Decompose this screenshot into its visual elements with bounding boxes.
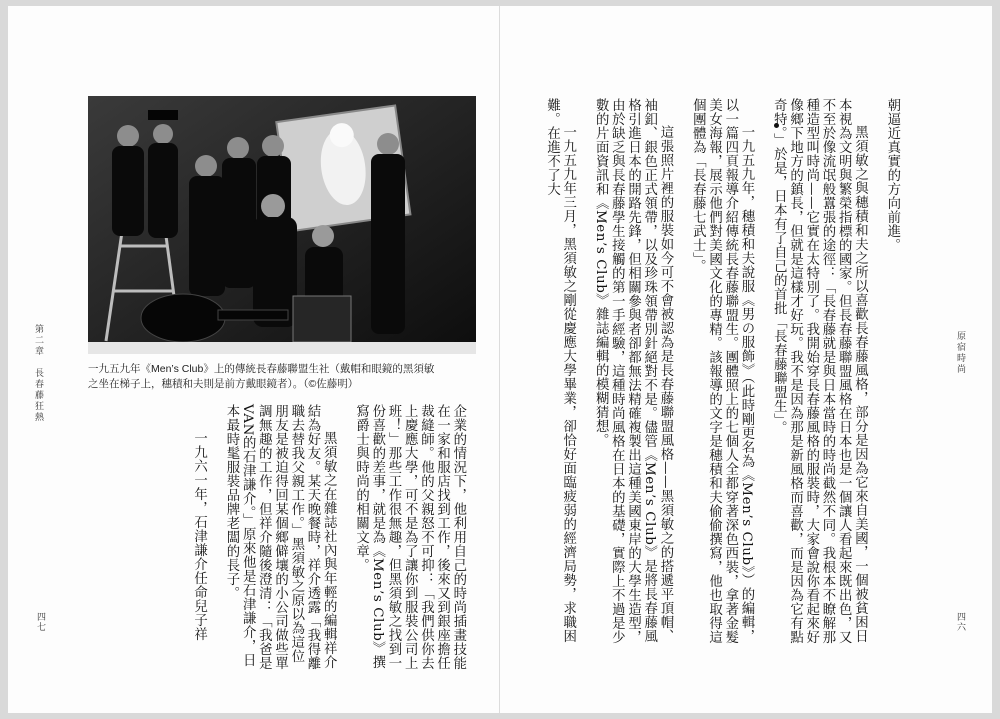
right-page-body: [544, 98, 916, 648]
left-paragraph-2: 黑須敏之在雜誌社內與年輕的編輯祥介結為好友。某天晚餐時，祥介透露「我得離職去替我父親工作。」黑須敏之原以為這位朋友是被迫得回某個鄉僻壤的小公司做些單調無趣的工作，但祥介隨後澄清：「我爸是VAN的石津謙介。」原來他是石津謙介，日本最時髦服裝品牌老闆的長子。: [223, 404, 337, 670]
left-folio: 四七: [35, 612, 45, 632]
left-paragraph-1: 企業的情況下，他利用自己的時尚插畫技能在一家和服店找到工作，後來又到銀座擔任裁縫師。他的父親怒不可抑：「我們供你去上慶應大學，可不是為了讓你到服裝公司上班！」那些工作很無趣，但黑須敏之找到一份喜歡的差事，就是為《Men’s Club》撰寫爵士與時尚的相關文章。: [353, 404, 466, 670]
right-folio: 四六: [955, 612, 965, 632]
right-paragraph-1: 朝逼近真實的方向前進。: [884, 98, 900, 252]
caption-line-1: 一九五九年《Men’s Club》上的傳統長春藤聯盟生社（戴帽和眼鏡的黑須敏: [88, 363, 435, 375]
left-page-body: [90, 404, 482, 674]
right-paragraph-2: 黑須敏之與穗積和夫之所以喜歡長春藤風格，部分是因為它來自美國，一個被貧困日本視為文明與繁榮指標的國家。但長春藤聯盟風格在日本也是一個讓人看起來既出色，又不至於像流氓般囂張的途徑：「長春藤就是與日本當時的時尚截然不同。我根本不瞭解那種造型叫時尚——它實在太特別了。我開始穿長春藤風格的服裝時，大家會說你看起來好像鄉下地方的鎮長，但就是這樣才好玩。我不是因為那是新風格而喜歡，而是因為它有點奇特。」於是，日本有了自己的首批「長春藤聯盟生」。: [771, 98, 868, 644]
group-photo-image: [88, 96, 476, 354]
left-running-head: 第二章 長春藤狂熱: [33, 324, 43, 423]
caption-line-2: 之坐在梯子上，穗積和夫則是前方戴眼鏡者）。（©佐藤明）: [88, 378, 359, 390]
left-paragraph-3: 一九六一年，石津謙介任命兒子祥: [191, 430, 207, 641]
group-photo: [88, 96, 476, 354]
right-paragraph-4: 這張照片裡的服裝如今可不會被認為是長春藤聯盟風格——黑須敏之的搭遞平頂帽、袖釦、銀色正式領帶，以及珍珠領帶別針絕對不是。儘管《Men’s Club》是將長春藤風格引進日本的開路先鋒，但相關參與者卻都無法精確複製出這種美國東岸的大學生造型，由於缺乏與長春藤學生接觸的第一手經驗，這種時尚風格在日本的基礎，實際上不過是少數的片面資訊和《Men’s Club》雜誌編輯的模糊猜想。: [593, 98, 673, 644]
book-spread: [8, 6, 992, 713]
right-running-head: 原宿時尚: [955, 331, 965, 375]
right-paragraph-3: 一九五九年，穗積和夫說服《男の服飾》（此時剛更名為《Men’s Club》）的編輯，以一篇四頁報導介紹傳統長春藤聯盟生。團體照上的七個人全都穿著深色西裝，拿著金髮美女海報，展示他們對美國文化的專精。該報導的文字是穗積和夫偷偷撰寫，他也取得這個團體為「長春藤七武士」。: [690, 98, 754, 644]
photo-caption: [88, 362, 488, 392]
book-gutter: [499, 6, 500, 713]
right-paragraph-5: 一九五九年三月，黑須敏之剛從慶應大學畢業，卻恰好面臨疲弱的經濟局勢，求職困難。在進不了大: [544, 98, 576, 643]
